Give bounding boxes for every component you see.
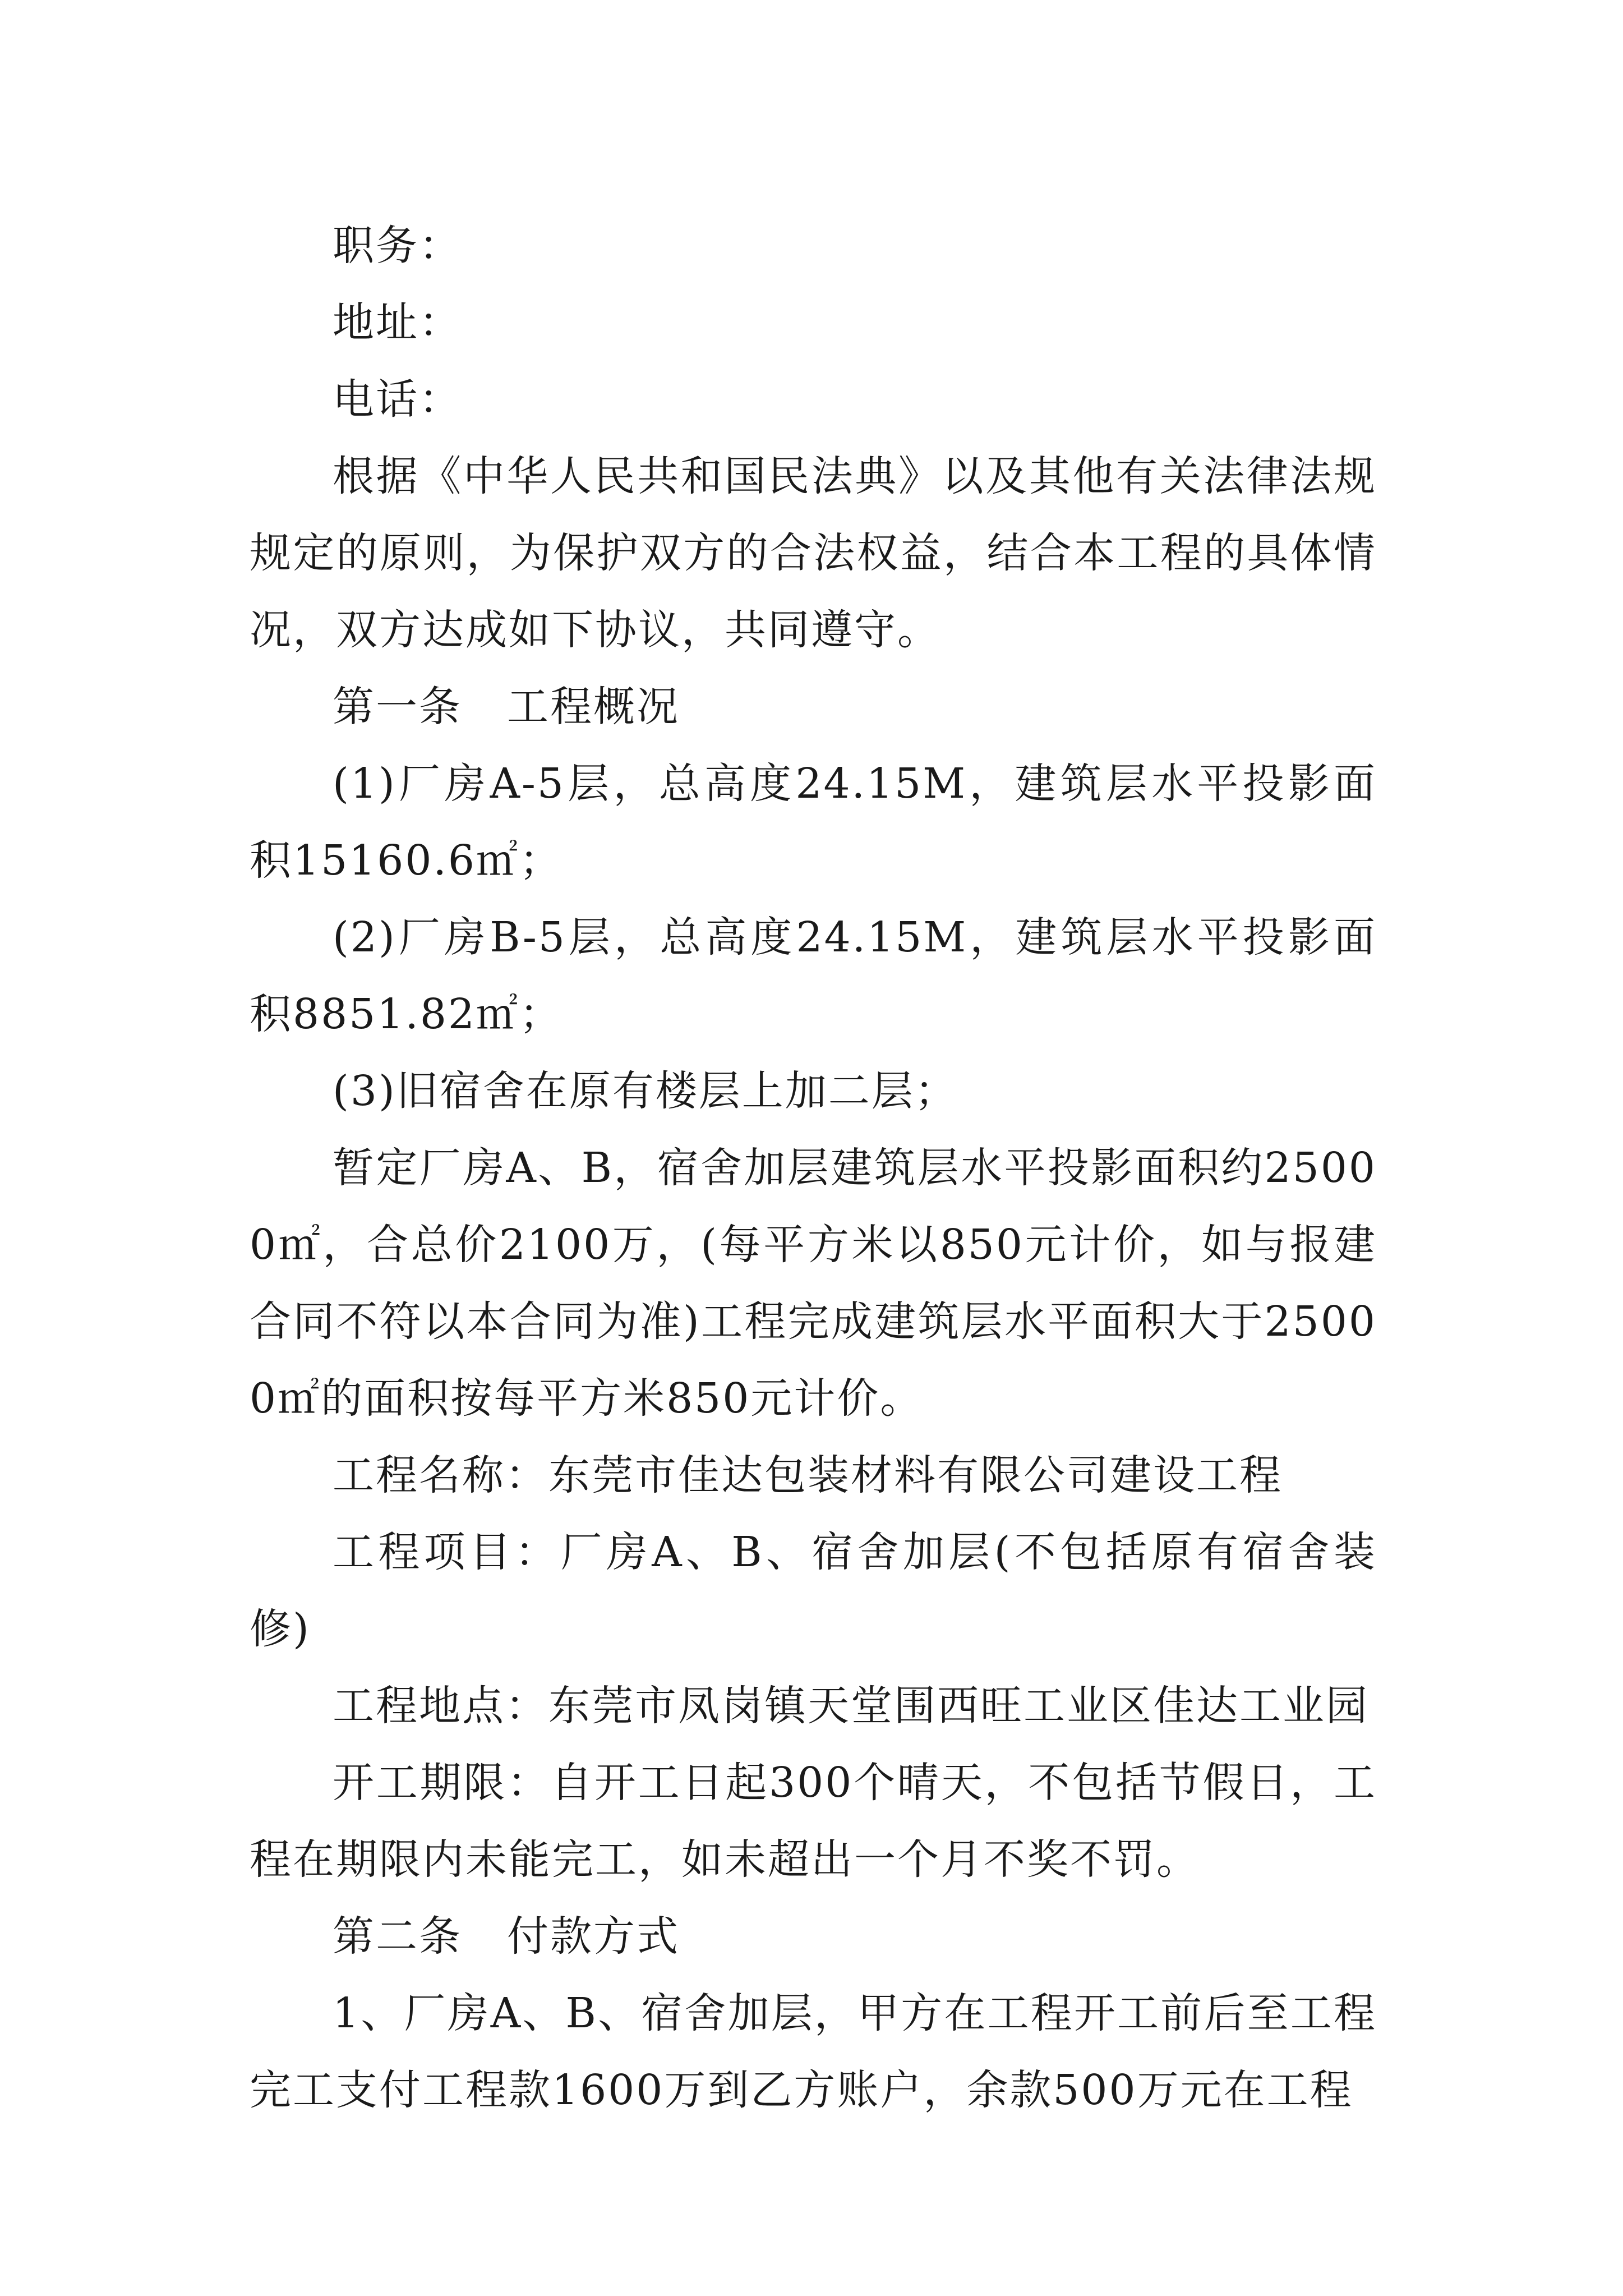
preamble-paragraph: 根据《中华人民共和国民法典》以及其他有关法律法规规定的原则，为保护双方的合法权益，结合本工程的具体情况，双方达成如下协议，共同遵守。 <box>250 452 1377 654</box>
article-2-heading <box>250 1898 1377 1975</box>
factory-b-item: (2)厂房B-5层，总高度24.15M，建筑层水平投影面积8851.82㎡； <box>250 913 1377 1038</box>
project-location-line: 工程地点：东莞市凤岗镇天堂围西旺工业区佳达工业园 <box>333 1682 1369 1730</box>
project-items-line: 工程项目：厂房A、B、宿舍加层(不包括原有宿舍装修) <box>250 1528 1377 1653</box>
article-1-title: 工程概况 <box>507 683 680 731</box>
dormitory-item: (3)旧宿舍在原有楼层上加二层； <box>333 1067 958 1115</box>
article-1-number: 第一条 <box>333 683 462 731</box>
total-price-paragraph: 暂定厂房A、B，宿舍加层建筑层水平投影面积约25000㎡，合总价2100万，(每平方米以850元计价，如与报建合同不符以本合同为准)工程完成建筑层水平面积大于25000㎡的面积按每平方米850元计价。 <box>250 1144 1377 1423</box>
position-field: 职务： <box>333 222 462 270</box>
address-field: 地址： <box>333 298 462 347</box>
factory-a-item: (1)厂房A-5层，总高度24.15M，建筑层水平投影面积15160.6㎡； <box>250 760 1377 885</box>
article-1-heading <box>250 669 1377 746</box>
document-body <box>250 208 1377 2129</box>
article-2-number: 第二条 <box>333 1912 462 1961</box>
payment-paragraph: 1、厂房A、B、宿舍加层，甲方在工程开工前后至工程完工支付工程款1600万到乙方账户，余款500万元在工程 <box>250 1989 1377 2114</box>
phone-field: 电话： <box>333 375 462 424</box>
project-name-line: 工程名称：东莞市佳达包装材料有限公司建设工程 <box>333 1451 1283 1499</box>
construction-period-paragraph: 开工期限：自开工日起300个晴天，不包括节假日，工程在期限内未能完工，如未超出一个月不奖不罚。 <box>250 1759 1377 1884</box>
article-2-title: 付款方式 <box>507 1912 680 1961</box>
